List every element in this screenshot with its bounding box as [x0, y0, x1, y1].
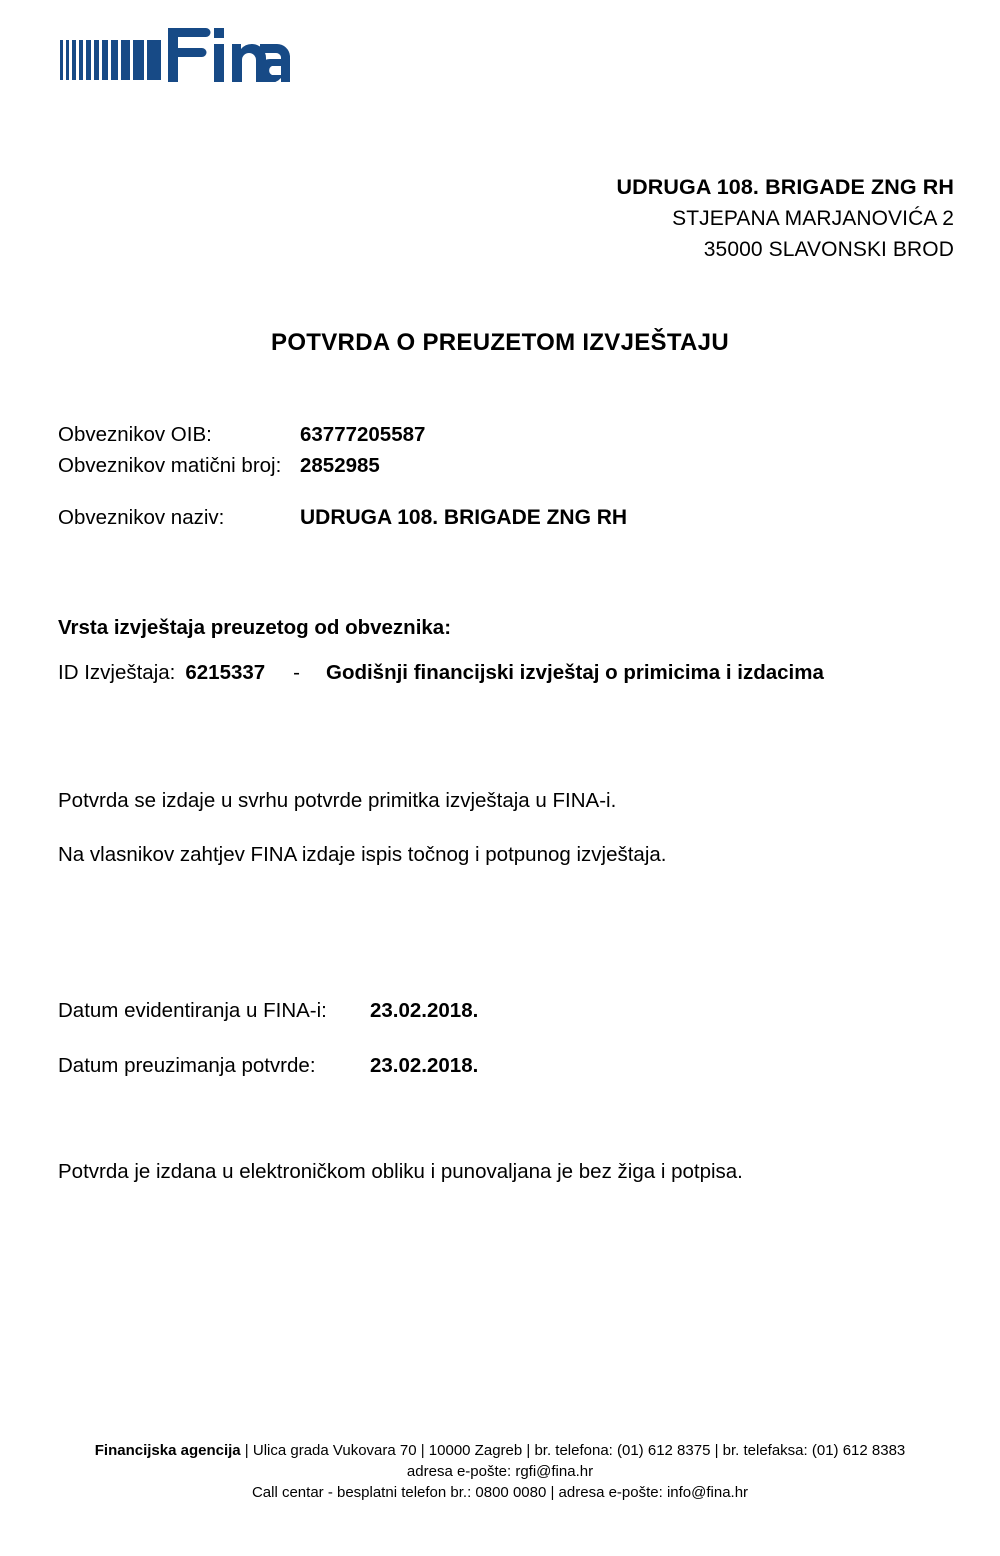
- date-downloaded-row: [58, 1054, 478, 1078]
- date-recorded-row: [58, 999, 478, 1023]
- footer-line-3: Call centar - besplatni telefon br.: 0800 0080 | adresa e-pošte: info@fina.hr: [251, 1484, 749, 1501]
- oib-value: 63777205587: [300, 423, 426, 446]
- report-id-value: 6215337: [185, 661, 266, 684]
- maticni-broj-value: 2852985: [300, 454, 380, 477]
- addressee-street: STJEPANA MARJANOVIĆA 2: [672, 207, 954, 230]
- addressee-city: 35000 SLAVONSKI BROD: [703, 238, 954, 261]
- footer-line-1: [0, 1440, 1000, 1461]
- report-description: Godišnji financijski izvještaj o primicima i izdacima: [326, 661, 824, 684]
- oib-row: [58, 419, 425, 450]
- maticni-broj-row: [58, 450, 425, 481]
- report-id-row: [58, 661, 824, 685]
- naziv-value: UDRUGA 108. BRIGADE ZNG RH: [300, 506, 628, 529]
- footer-agency-name: Financijska agencija: [94, 1442, 241, 1459]
- fina-logo: [60, 26, 292, 82]
- naziv-label: Obveznikov naziv:: [58, 506, 225, 529]
- statement-purpose: Potvrda se izdaje u svrhu potvrde primitka izvještaja u FINA-i.: [58, 789, 617, 812]
- report-separator: -: [293, 661, 300, 684]
- page-title: POTVRDA O PREUZETOM IZVJEŠTAJU: [271, 329, 729, 356]
- date-downloaded-label: Datum preuzimanja potvrde:: [58, 1054, 316, 1077]
- date-recorded-label: Datum evidentiranja u FINA-i:: [58, 999, 327, 1022]
- statement-electronic: Potvrda je izdana u elektroničkom obliku i punovaljana je bez žiga i potpisa.: [58, 1160, 743, 1183]
- footer-line-2: adresa e-pošte: rgfi@fina.hr: [406, 1463, 594, 1480]
- addressee-name: UDRUGA 108. BRIGADE ZNG RH: [616, 175, 954, 199]
- maticni-broj-label: Obveznikov matični broj:: [58, 454, 282, 477]
- addressee-block: [617, 172, 954, 265]
- date-recorded-value: 23.02.2018.: [370, 999, 479, 1022]
- oib-label: Obveznikov OIB:: [58, 423, 212, 446]
- logo-bars-icon: [60, 40, 164, 80]
- report-id-label: ID Izvještaja:: [58, 661, 176, 684]
- identity-block: [58, 419, 425, 481]
- page-footer: [0, 1440, 1000, 1503]
- fina-wordmark: [166, 28, 292, 82]
- footer-contact-details: | Ulica grada Vukovara 70 | 10000 Zagreb | br. telefona: (01) 612 8375 | br. telefaksa: (01) 612 8383: [240, 1442, 906, 1459]
- statement-on-request: Na vlasnikov zahtjev FINA izdaje ispis točnog i potpunog izvještaja.: [58, 843, 667, 866]
- date-downloaded-value: 23.02.2018.: [370, 1054, 479, 1077]
- naziv-row: [58, 506, 627, 530]
- report-type-heading: Vrsta izvještaja preuzetog od obveznika:: [58, 616, 452, 639]
